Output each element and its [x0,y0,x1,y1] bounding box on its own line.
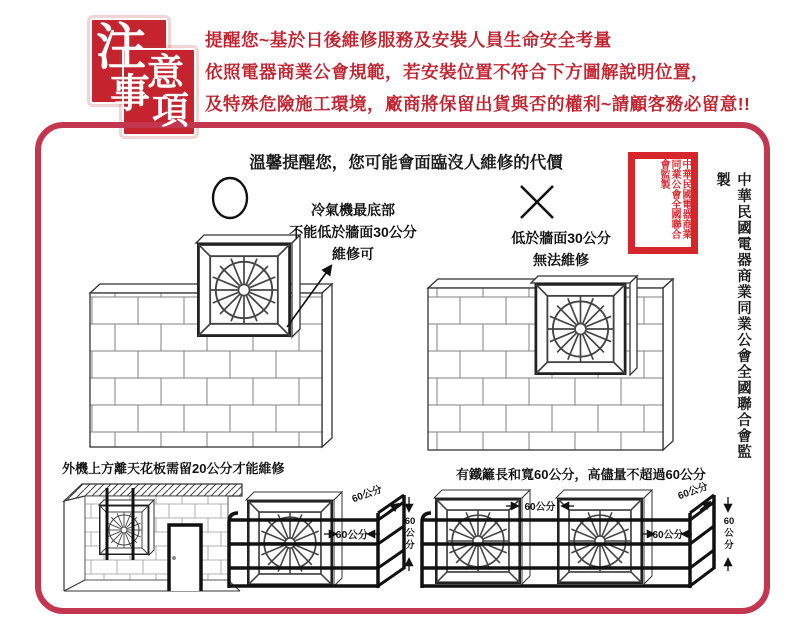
x-ng-icon [521,186,553,218]
ok-line-2: 不能低於牆面30公分 [289,224,417,240]
dim-height-right-3: 分 [724,540,734,551]
door-knob-icon [172,556,176,560]
warning-line-2: 依照電器商業公會規範，若安裝位置不符合下方圖解說明位置， [205,62,709,82]
ng-line-1: 低於牆面30公分 [511,230,611,246]
dim-unit-gap: 60公分 [524,502,556,513]
association-seal [628,152,698,254]
caption-ceiling-clearance: 外機上方離天花板需留20公分才能維修 [62,461,285,476]
warning-line-3: 及特殊危險施工環境，廠商將保留出貨與否的權利~請顧客務必留意!! [205,94,751,114]
dim-top-gap-right: 60公分 [676,481,710,503]
circle-ok-icon [213,178,247,218]
dim-top-gap-mid: 60公分 [350,484,384,506]
seal-text: 中華民國電器商業同業公會全國聯合會監製 [635,159,691,247]
ng-line-2: 無法維修 [533,252,589,268]
dim-height-mid-2: 公 [405,528,415,539]
ac-unit-fence-2 [436,499,519,582]
badge-char-4: 項 [152,90,189,131]
dim-side-gap-mid: 60公分 [335,529,369,541]
ok-line-1: 冷氣機最底部 [311,202,395,218]
badge-char-1: 注 [96,19,146,75]
authority-vertical-text: 中華民國電器商業同業公會全國聯合會監製 [714,172,751,460]
room-diagram [64,484,242,591]
warning-line-1: 提醒您~基於日後維修服務及安裝人員生命安全考量 [205,30,612,50]
door [169,525,201,591]
ac-unit-fence-3 [558,499,641,582]
dim-height-right-2: 公 [724,528,734,539]
ac-unit-ng [536,284,625,373]
dim-height-mid-3: 分 [405,540,415,551]
ok-line-3: 維修可 [332,246,374,262]
ok-annotation [258,199,448,265]
badge-char-3: 事 [110,72,150,116]
dim-height-mid-1: 60 [404,516,416,527]
badge-char-2: 意 [147,52,184,93]
caption-fence-size: 有鐵籬長和寬60公分，高儘量不超過60公分 [456,467,706,482]
dim-side-gap-right: 60公分 [652,530,684,541]
panel-title: 溫馨提醒您，您可能會面臨沒人維修的代價 [249,154,563,172]
dim-height-right-1: 60 [723,516,735,527]
